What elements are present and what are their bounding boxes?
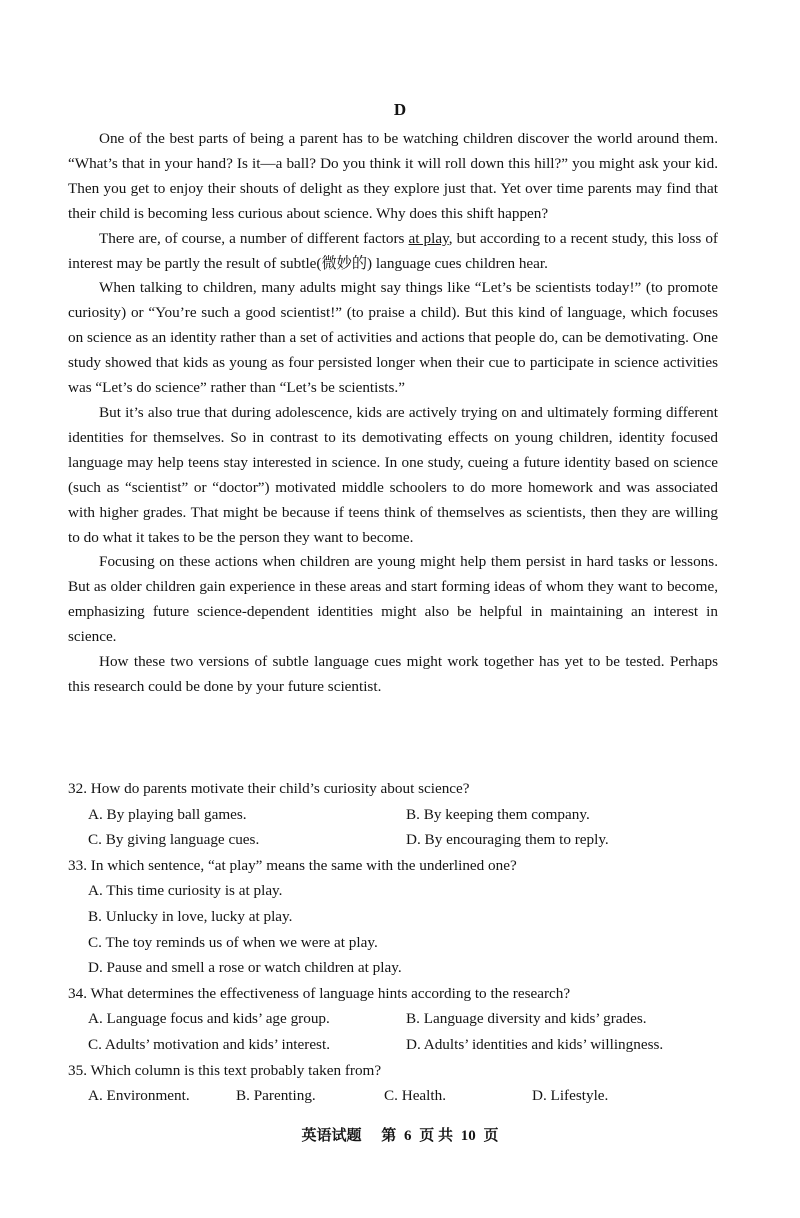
question-list — [68, 776, 748, 1109]
question-32-options-row-1 — [68, 802, 748, 828]
footer-page-mid: 页 共 — [419, 1128, 454, 1144]
question-34-stem: 34. What determines the effectiveness of language hints according to the research? — [68, 984, 571, 1002]
question-35-option-a: A. Environment. — [88, 1087, 190, 1105]
question-35-option-d: D. Lifestyle. — [532, 1087, 609, 1105]
question-33-option-c: C. The toy reminds us of when we were at play. — [88, 933, 378, 951]
paragraph-2 — [68, 227, 718, 277]
question-32-option-c: C. By giving language cues. — [88, 831, 260, 849]
underlined-phrase: at play — [408, 229, 449, 247]
question-34-option-c: C. Adults’ motivation and kids’ interest. — [88, 1035, 330, 1053]
footer-subject: 英语试题 — [301, 1128, 362, 1144]
question-35-option-c: C. Health. — [384, 1087, 447, 1105]
question-35-stem: 35. Which column is this text probably taken from? — [68, 1061, 382, 1079]
question-34-options-row-1 — [68, 1006, 748, 1032]
footer-page-suffix: 页 — [483, 1128, 499, 1144]
paragraph-2-start: There are, of course, a number of different factors — [99, 229, 409, 247]
paragraph-4: But it’s also true that during adolescence, kids are actively trying on and ultimately forming different identities for themselves. So in contrast to its demotivating effects on young children, identity focused language may help teens stay interested in science. In one study, cueing a future identity based on science (such as “scientist” or “doctor”) motivated middle schoolers to do more homework and was associated with higher grades. That might be because if teens think of themselves as scientists, then they are willing to do what it takes to be the person they want to become. — [68, 403, 718, 546]
question-35-option-b: B. Parenting. — [236, 1087, 316, 1105]
question-33-option-a: A. This time curiosity is at play. — [88, 882, 283, 900]
footer-page-number: 6 — [404, 1128, 412, 1144]
paragraph-1: One of the best parts of being a parent has to be watching children discover the world around them. “What’s that in your hand? Is it—a ball? Do you think it will roll down this hill?” you might ask your kid. Then you get to enjoy their shouts of delight as they explore just that. Yet over time parents may find that their child is becoming less curious about science. Why does this shift happen? — [68, 130, 718, 222]
question-32-options-row-2 — [68, 827, 748, 853]
paragraph-6: How these two versions of subtle language cues might work together has yet to be tested. Perhaps this research could be done by your future scientist. — [68, 653, 718, 695]
question-35-options — [68, 1083, 748, 1109]
passage-letter: D — [393, 100, 407, 119]
footer-page-prefix: 第 — [381, 1128, 397, 1144]
page-footer — [0, 1124, 800, 1145]
question-32-option-b: B. By keeping them company. — [406, 805, 590, 823]
question-32-option-d: D. By encouraging them to reply. — [406, 831, 609, 849]
question-33-option-b: B. Unlucky in love, lucky at play. — [88, 907, 293, 925]
question-34-option-d: D. Adults’ identities and kids’ willingness. — [406, 1035, 664, 1053]
question-34-options-row-2 — [68, 1032, 748, 1058]
question-32-option-a: A. By playing ball games. — [88, 805, 247, 823]
paragraph-5: Focusing on these actions when children are young might help them persist in hard tasks or lessons. But as older children gain experience in these areas and start forming ideas of whom they want to become, emphasizing future science-dependent identities might also be helpful in maintaining an interest in science. — [68, 553, 718, 646]
question-33-option-d: D. Pause and smell a rose or watch children at play. — [88, 959, 402, 977]
question-33-stem: 33. In which sentence, “at play” means the same with the underlined one? — [68, 856, 517, 874]
paragraph-2-end: , but according to a recent study, this loss of interest may be partly the result of subtle(微妙的) language cues children hear. — [68, 229, 718, 272]
question-34-option-a: A. Language focus and kids’ age group. — [88, 1010, 330, 1028]
footer-page-total: 10 — [460, 1128, 476, 1144]
reading-passage — [68, 127, 718, 700]
question-34-option-b: B. Language diversity and kids’ grades. — [406, 1010, 647, 1028]
question-32-stem: 32. How do parents motivate their child’s curiosity about science? — [68, 780, 470, 797]
paragraph-3: When talking to children, many adults might say things like “Let’s be scientists today!” (to promote curiosity) or “You’re such a good scientist!” (to praise a child). But this kind of language, which focuses on science as an identity rather than a set of activities and actions that people do, can be demotivating. One study showed that kids as young as four persisted longer when their cue to participate in science activities was “Let’s do science” rather than “Let’s be scientists.” — [68, 279, 718, 397]
